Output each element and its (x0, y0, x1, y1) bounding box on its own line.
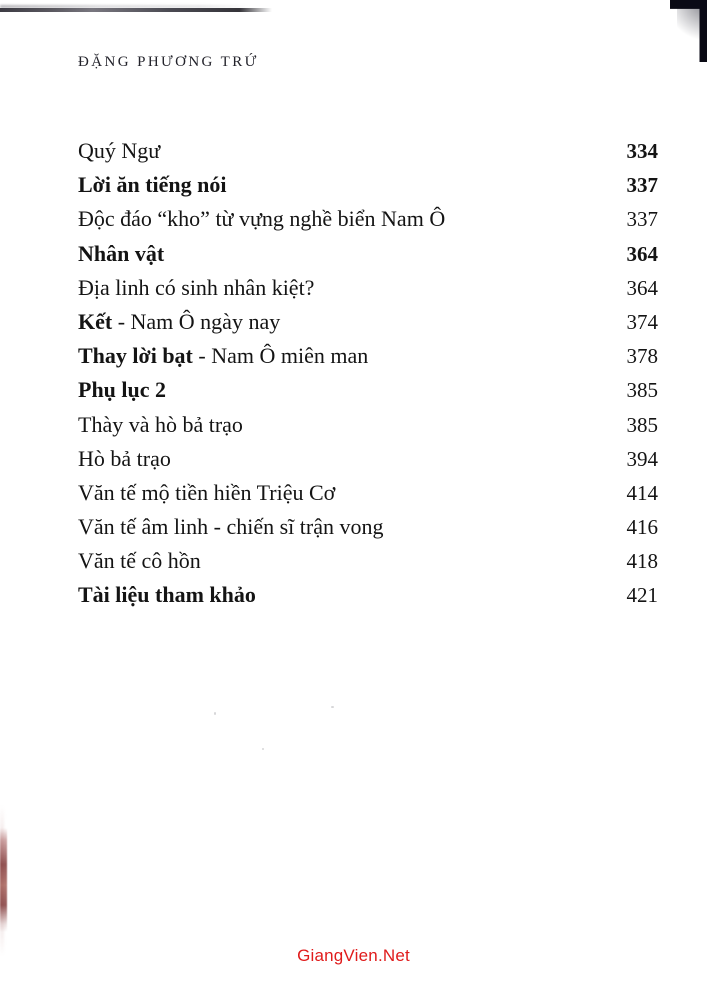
toc-entry-page-number: 421 (626, 583, 658, 608)
toc-entry (78, 410, 658, 444)
toc-entry (78, 512, 658, 546)
toc-entry-title: Phụ lục 2 (78, 377, 167, 403)
toc-entry-page-number: 416 (626, 515, 658, 540)
toc-entry (78, 444, 658, 478)
running-head-author: ĐẶNG PHƯƠNG TRỨ (78, 54, 259, 70)
table-of-contents (78, 136, 658, 615)
toc-entry-title: Lời ăn tiếng nói (78, 172, 227, 198)
toc-entry-title: Kết - Nam Ô ngày nay (78, 308, 281, 334)
toc-entry-title: Văn tế mộ tiền hiền Triệu Cơ (78, 479, 336, 505)
scan-edge-artifact-top-right-corner (670, 0, 707, 62)
toc-entry (78, 546, 658, 580)
scan-edge-artifact-top (0, 8, 272, 12)
toc-entry-page-number: 385 (626, 412, 658, 437)
toc-entry-page-number: 378 (626, 344, 658, 369)
toc-entry-page-number: 337 (626, 207, 658, 232)
toc-entry-page-number: 414 (626, 480, 658, 505)
toc-entry (78, 478, 658, 512)
paper-speckle (214, 712, 216, 715)
toc-entry-title: Văn tế cô hồn (78, 548, 201, 574)
toc-entry-page-number: 364 (626, 241, 658, 266)
toc-entry (78, 375, 658, 409)
toc-entry-title: Văn tế âm linh - chiến sĩ trận vong (78, 514, 384, 540)
toc-entry (78, 580, 658, 614)
toc-entry-title: Thay lời bạt - Nam Ô miên man (78, 343, 369, 369)
toc-entry (78, 341, 658, 375)
toc-entry-title: Quý Ngư (78, 138, 161, 163)
toc-entry-title: Hò bả trạo (78, 445, 171, 471)
toc-entry (78, 273, 658, 307)
toc-entry (78, 307, 658, 341)
scan-edge-artifact-left (0, 828, 7, 932)
toc-entry-page-number: 334 (626, 139, 658, 163)
toc-entry-page-number: 364 (626, 275, 658, 300)
watermark: GiangVien.Net (297, 946, 410, 965)
toc-entry-page-number: 394 (626, 446, 658, 471)
toc-entry (78, 239, 658, 273)
toc-entry-page-number: 385 (626, 378, 658, 403)
toc-entry-page-number: 337 (626, 173, 658, 198)
toc-entry (78, 136, 658, 170)
toc-entry-title: Độc đáo “kho” từ vựng nghề biển Nam Ô (78, 206, 446, 232)
toc-entry-title: Địa linh có sinh nhân kiệt? (78, 274, 315, 300)
toc-entry (78, 204, 658, 238)
paper-speckle (331, 706, 334, 708)
paper-speckle (262, 748, 264, 750)
toc-entry-title: Nhân vật (78, 240, 165, 266)
toc-entry-page-number: 374 (626, 309, 658, 334)
toc-entry-title: Thày và hò bả trạo (78, 411, 243, 437)
toc-entry-page-number: 418 (626, 549, 658, 574)
toc-entry-title: Tài liệu tham khảo (78, 582, 256, 608)
toc-entry (78, 170, 658, 204)
